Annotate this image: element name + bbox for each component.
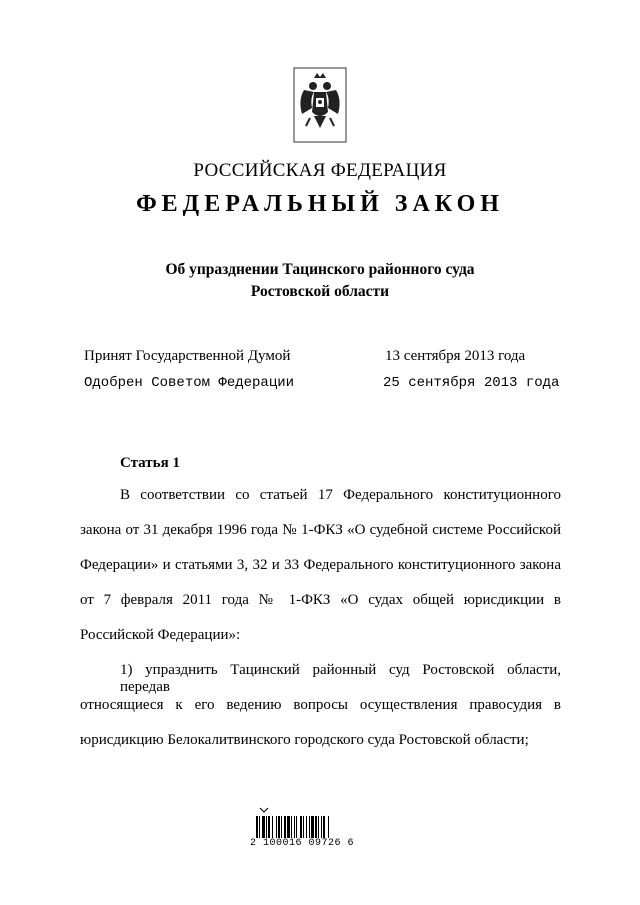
russian-coat-of-arms-icon xyxy=(284,66,356,144)
barcode-bar xyxy=(272,816,273,838)
country-name: РОССИЙСКАЯ ФЕДЕРАЦИЯ xyxy=(193,160,447,181)
barcode-bar xyxy=(278,816,280,838)
law-title-line: Об упразднении Тацинского районного суда xyxy=(165,261,475,278)
paragraph-line: от 7 февраля 2011 года № 1-ФКЗ «О судах общей юрисдикции в xyxy=(80,592,561,608)
list-item-line: юрисдикцию Белокалитвинского городского суда Ростовской области; xyxy=(80,732,529,748)
law-title xyxy=(0,259,640,303)
barcode-bar xyxy=(284,816,286,838)
paragraph-line: В соответствии со статьей 17 Федерального конституционного xyxy=(120,487,561,503)
barcode-bar xyxy=(300,816,302,838)
barcode-bar xyxy=(268,816,270,838)
barcode-bar xyxy=(266,816,267,838)
list-item-line: 1) упразднить Тацинский районный суд Ростовской области, передав xyxy=(120,662,561,695)
barcode-bar xyxy=(318,816,319,838)
barcode-number: 2 100016 09726 6 xyxy=(250,838,355,849)
article-heading: Статья 1 xyxy=(120,455,180,471)
barcode-bar xyxy=(256,816,258,838)
barcode-bar xyxy=(262,816,265,838)
council-approval-label: Одобрен Советом Федерации xyxy=(84,375,295,391)
paragraph-line: закона от 31 декабря 1996 года № 1-ФКЗ «О судебной системе Российской xyxy=(80,522,561,538)
duma-adoption-date: 13 сентября 2013 года xyxy=(385,348,526,364)
barcode-bar xyxy=(259,816,260,838)
barcode-bar xyxy=(321,816,322,838)
barcode-bar xyxy=(311,816,314,838)
barcode-bar xyxy=(328,816,329,838)
paragraph-line: Российской Федерации»: xyxy=(80,627,241,643)
council-approval-date: 25 сентября 2013 года xyxy=(383,375,560,391)
barcode-bar xyxy=(294,816,295,838)
barcode-bar xyxy=(291,816,292,838)
law-title-line: Ростовской области xyxy=(250,283,390,300)
barcode-bar xyxy=(309,816,310,838)
barcode-bar xyxy=(287,816,290,838)
duma-adoption-label: Принят Государственной Думой xyxy=(84,348,291,364)
barcode-bar xyxy=(323,816,325,838)
barcode-bar xyxy=(303,816,304,838)
paragraph-line: Федерации» и статьями 3, 32 и 33 Федерального конституционного закона xyxy=(80,557,561,573)
barcode-bar xyxy=(315,816,317,838)
barcode-bar xyxy=(306,816,307,838)
document-type: ФЕДЕРАЛЬНЫЙ ЗАКОН xyxy=(136,191,504,217)
list-item-line: относящиеся к его ведению вопросы осуществления правосудия в xyxy=(80,697,561,713)
barcode-bar xyxy=(281,816,282,838)
barcode-bar xyxy=(276,816,277,838)
barcode-bar xyxy=(296,816,297,838)
